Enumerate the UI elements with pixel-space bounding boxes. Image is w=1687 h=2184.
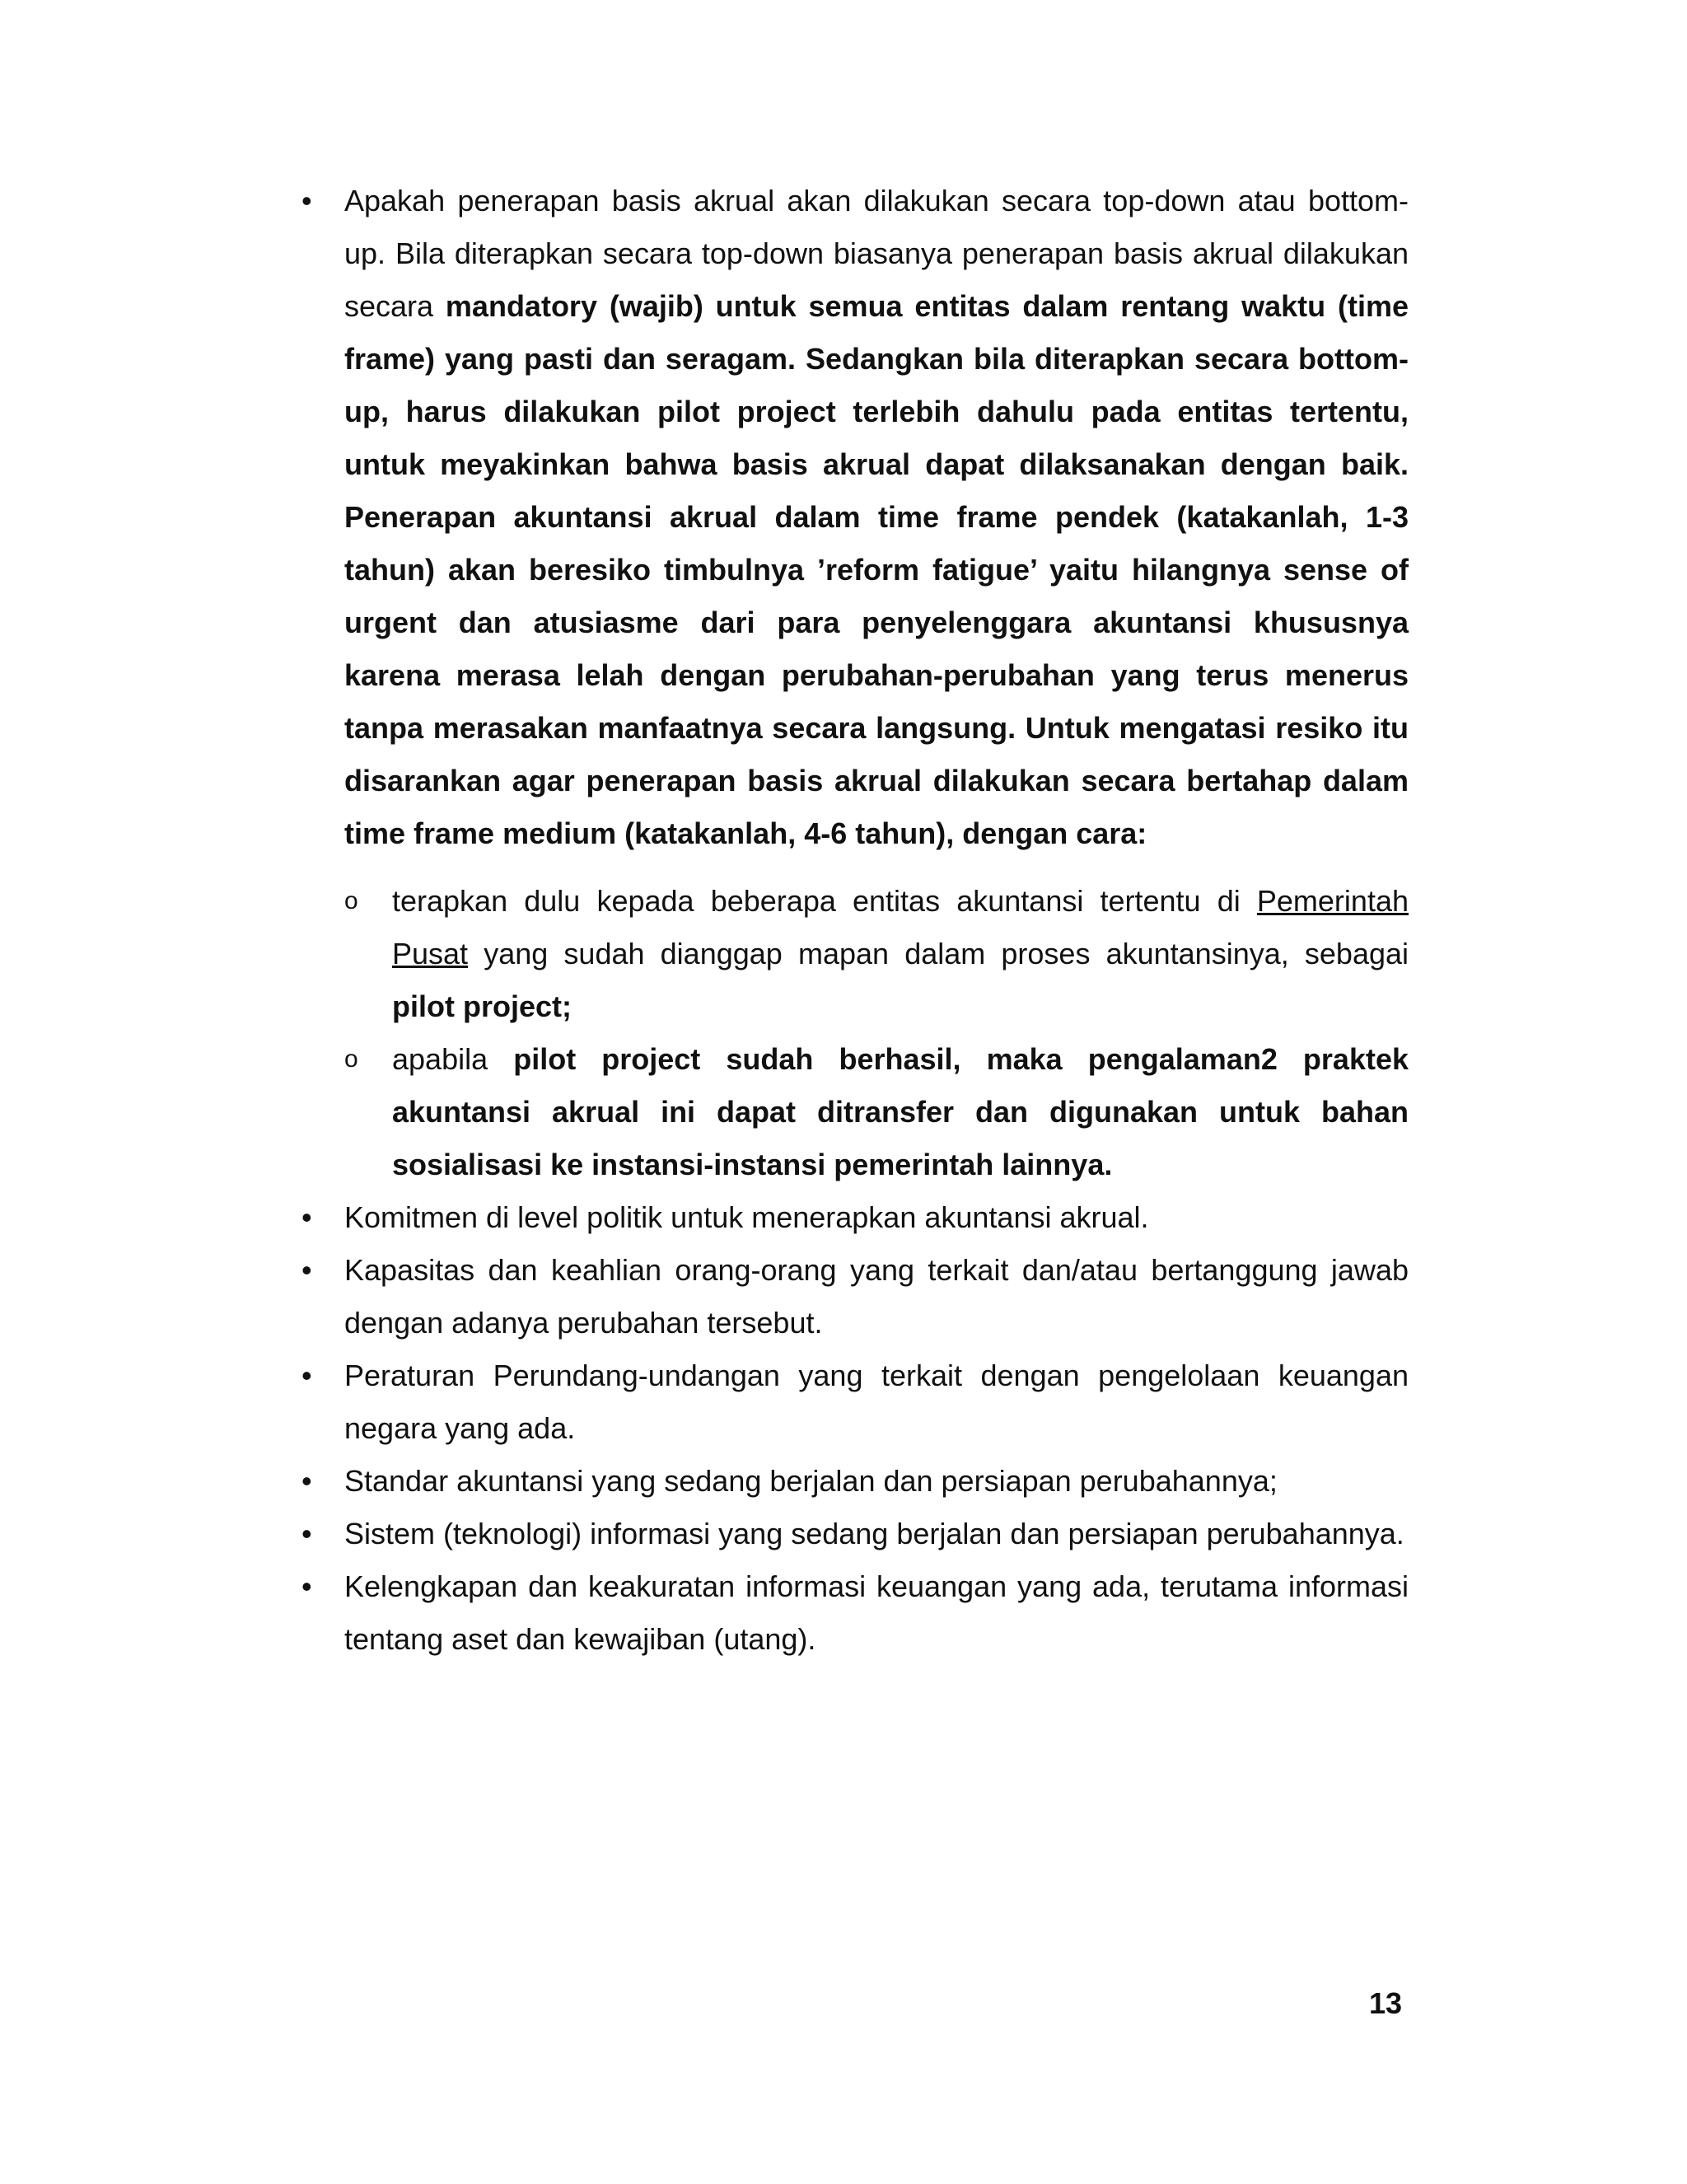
sub-list-item xyxy=(344,1033,1409,1191)
list-item xyxy=(297,1455,1409,1508)
bullet-icon: • xyxy=(301,1464,312,1498)
sub-list-item-text: terapkan dulu kepada beberapa entitas akuntansi tertentu di xyxy=(392,884,1257,918)
list-item-text: Komitmen di level politik untuk menerapkan akuntansi akrual. xyxy=(344,1200,1149,1234)
underlined-term: Pemerintah Pusat xyxy=(392,884,1409,970)
sub-list-item xyxy=(344,875,1409,1033)
list-item-text: Standar akuntansi yang sedang berjalan dan persiapan perubahannya; xyxy=(344,1464,1278,1498)
bullet-icon: • xyxy=(301,1569,312,1603)
circle-bullet-icon: o xyxy=(344,887,358,914)
list-item-text: Sistem (teknologi) informasi yang sedang berjalan dan persiapan perubahannya. xyxy=(344,1517,1404,1550)
bullet-icon: • xyxy=(301,184,312,217)
bullet-icon: • xyxy=(301,1200,312,1234)
circle-bullet-icon: o xyxy=(344,1045,358,1073)
sub-list-item-text: apabila xyxy=(392,1042,514,1076)
sub-list-item-bold-text: pilot project sudah berhasil, maka pengalaman2 praktek akuntansi akrual ini dapat ditransfer dan digunakan untuk bahan sosialisasi ke instansi-instansi pemerintah lainnya. xyxy=(392,1042,1409,1181)
list-item xyxy=(297,1244,1409,1349)
list-item xyxy=(297,1191,1409,1244)
bullet-icon: • xyxy=(301,1359,312,1392)
list-item xyxy=(297,1508,1409,1560)
bullet-list xyxy=(297,175,1409,1666)
list-item-text: Kapasitas dan keahlian orang-orang yang terkait dan/atau bertanggung jawab dengan adanya perubahan tersebut. xyxy=(344,1253,1409,1340)
bullet-icon: • xyxy=(301,1253,312,1287)
sub-list-item-bold-text: pilot project; xyxy=(392,989,572,1023)
page-number: 13 xyxy=(1368,1986,1402,2020)
list-item-text: Peraturan Perundang-undangan yang terkait dengan pengelolaan keuangan negara yang ada. xyxy=(344,1359,1409,1445)
list-item xyxy=(297,1349,1409,1455)
list-item-text: Kelengkapan dan keakuratan informasi keuangan yang ada, terutama informasi tentang aset dan kewajiban (utang). xyxy=(344,1569,1409,1656)
page-content xyxy=(297,175,1409,1666)
list-item-bold-text: mandatory (wajib) untuk semua entitas dalam rentang waktu (time frame) yang pasti dan seragam. Sedangkan bila diterapkan secara bottom-up, harus dilakukan pilot project terlebih dahulu pada entitas tertentu, untuk meyakinkan bahwa basis akrual dapat dilaksanakan dengan baik. Penerapan akuntansi akrual dalam time frame pendek (katakanlah, 1-3 tahun) akan beresiko timbulnya ’reform fatigue’ yaitu hilangnya sense of urgent dan atusiasme dari para penyelenggara akuntansi khususnya karena merasa lelah dengan perubahan-perubahan yang terus menerus tanpa merasakan manfaatnya secara langsung. Untuk mengatasi resiko itu disarankan agar penerapan basis akrual dilakukan secara bertahap dalam time frame medium (katakanlah, 4-6 tahun), dengan cara: xyxy=(344,289,1409,850)
sub-bullet-list xyxy=(344,875,1409,1191)
sub-list-item-text: yang sudah dianggap mapan dalam proses akuntansinya, sebagai xyxy=(468,937,1409,970)
bullet-icon: • xyxy=(301,1517,312,1550)
list-item xyxy=(297,175,1409,1191)
list-item-text: Apakah penerapan basis akrual akan dilakukan secara top-down atau bottom-up. Bila diterapkan secara top-down biasanya penerapan basis akrual dilakukan secara xyxy=(344,184,1409,323)
list-item xyxy=(297,1560,1409,1666)
